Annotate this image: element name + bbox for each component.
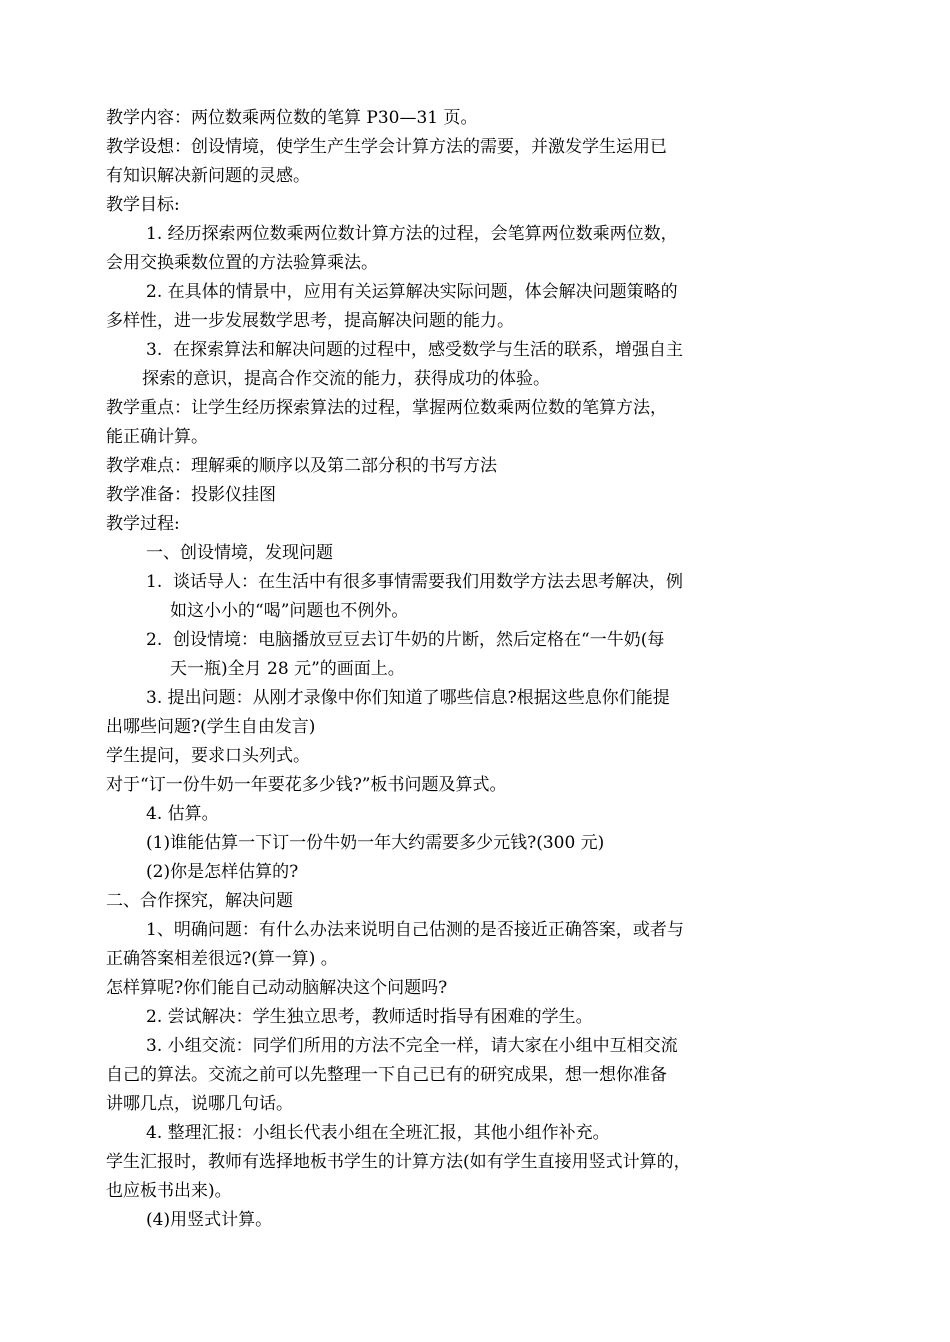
report-line-2: 也应板书出来)。	[106, 1181, 232, 1201]
key-points-line-1: 教学重点：让学生经历探索算法的过程，掌握两位数乘两位数的笔算方法，	[106, 398, 667, 418]
section-2-heading: 二、合作探究，解决问题	[106, 891, 293, 911]
step-3-line-1: 3. 提出问题：从刚才录像中你们知道了哪些信息?根据这些息你们能提	[146, 688, 670, 708]
estimate-q1: (1)谁能估算一下订一份牛奶一年大约需要多少元钱?(300 元)	[146, 833, 605, 853]
step-1-line-1: 1. 谈话导人：在生活中有很多事情需要我们用数学方法去思考解决，例	[146, 572, 684, 592]
goal-1-line-2: 会用交换乘数位置的方法验算乘法。	[106, 253, 378, 273]
estimate-q2: (2)你是怎样估算的?	[146, 862, 299, 882]
explore-3-line-2: 自己的算法。交流之前可以先整理一下自己已有的研究成果，想一想你准备	[106, 1065, 667, 1085]
section-1-heading: 一、创设情境，发现问题	[146, 543, 333, 563]
teaching-goals-heading: 教学目标:	[106, 195, 180, 215]
teaching-idea-line-1: 教学设想：创设情境，使学生产生学会计算方法的需要，并激发学生运用已	[106, 137, 667, 157]
key-points-line-2: 能正确计算。	[106, 427, 208, 447]
explore-3-line-1: 3. 小组交流：同学们所用的方法不完全一样，请大家在小组中互相交流	[146, 1036, 678, 1056]
explore-3-line-3: 讲哪几点，说哪几句话。	[106, 1094, 293, 1114]
report-line-1: 学生汇报时，教师有选择地板书学生的计算方法(如有学生直接用竖式计算的，	[106, 1152, 691, 1172]
goal-3-line-2: 探索的意识，提高合作交流的能力，获得成功的体验。	[142, 369, 550, 389]
explore-1-line-2: 正确答案相差很远?(算一算) 。	[106, 949, 338, 969]
how-to-compute: 怎样算呢?你们能自己动动脑解决这个问题吗?	[106, 978, 448, 998]
document-body	[106, 104, 756, 1235]
explore-4: 4. 整理汇报：小组长代表小组在全班汇报，其他小组作补充。	[146, 1123, 610, 1143]
process-heading: 教学过程:	[106, 514, 180, 534]
goal-1-line-1: 1. 经历探索两位数乘两位数计算方法的过程，会笔算两位数乘两位数，	[146, 224, 678, 244]
preparation: 教学准备：投影仪挂图	[106, 485, 276, 505]
goal-2-line-2: 多样性，进一步发展数学思考，提高解决问题的能力。	[106, 311, 514, 331]
step-1-line-2: 如这小小的“喝”问题也不例外。	[170, 601, 409, 621]
teaching-content: 教学内容：两位数乘两位数的笔算 P30—31 页。	[106, 108, 478, 128]
board-question: 对于“订一份牛奶一年要花多少钱?”板书问题及算式。	[106, 775, 507, 795]
step-2-line-1: 2. 创设情境：电脑播放豆豆去订牛奶的片断，然后定格在“一牛奶(每	[146, 630, 665, 650]
difficult-points: 教学难点：理解乘的顺序以及第二部分积的书写方法	[106, 456, 497, 476]
explore-1-line-1: 1、明确问题：有什么办法来说明自己估测的是否接近正确答案，或者与	[146, 920, 684, 940]
step-2-line-2: 天一瓶)全月 28 元”的画面上。	[170, 659, 405, 679]
goal-2-line-1: 2. 在具体的情景中，应用有关运算解决实际问题，体会解决问题策略的	[146, 282, 678, 302]
teaching-idea-line-2: 有知识解决新问题的灵感。	[106, 166, 310, 186]
step-3-line-2: 出哪些问题?(学生自由发言)	[106, 717, 316, 737]
vertical-calc: (4)用竖式计算。	[146, 1210, 273, 1230]
explore-2: 2. 尝试解决：学生独立思考，教师适时指导有困难的学生。	[146, 1007, 593, 1027]
goal-3-line-1: 3. 在探索算法和解决问题的过程中，感受数学与生活的联系，增强自主	[146, 340, 684, 360]
step-4-heading: 4. 估算。	[146, 804, 219, 824]
student-question: 学生提问，要求口头列式。	[106, 746, 310, 766]
